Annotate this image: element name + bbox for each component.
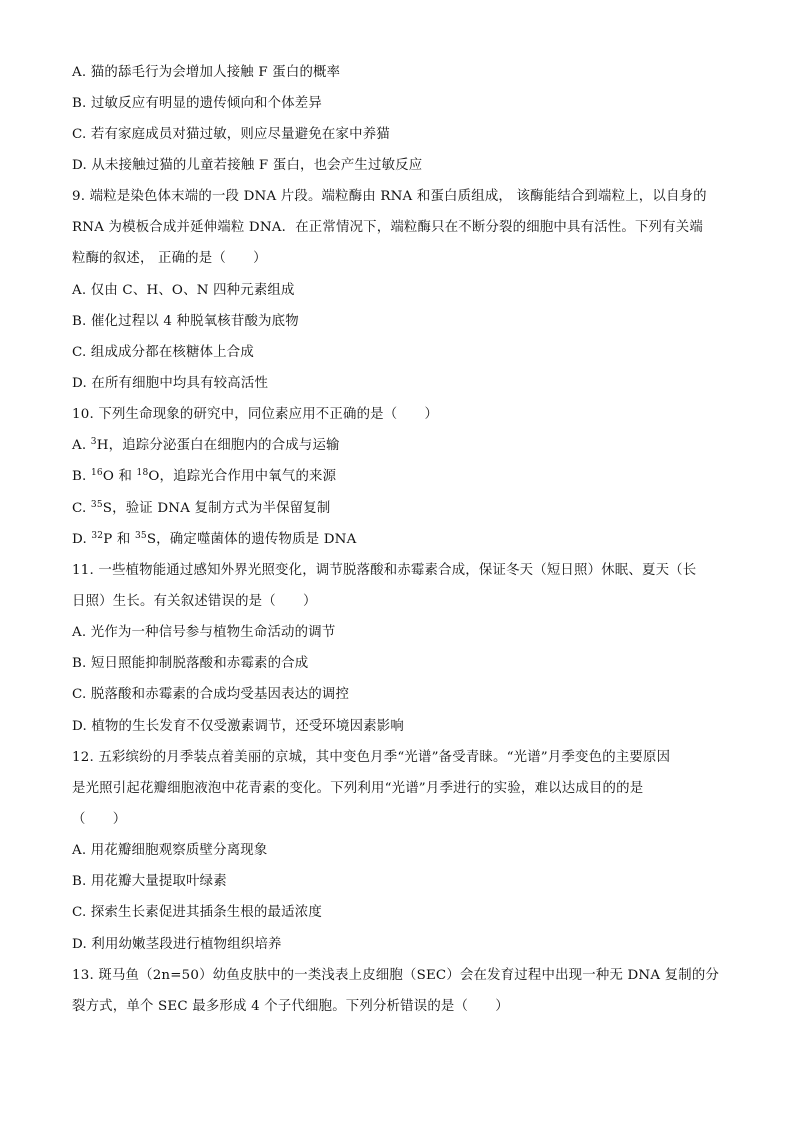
q10-option-d: D. $^{32}$P 和 $^{35}$S，确定噬菌体的遗传物质是 DNA: [72, 531, 357, 547]
q11-option-c: C. 脱落酸和赤霉素的合成均受基因表达的调控: [72, 687, 350, 702]
q9-option-a: A. 仅由 C、H、O、N 四种元素组成: [72, 283, 295, 298]
q12-option-b: B. 用花瓣大量提取叶绿素: [72, 874, 227, 889]
q9-stem-line-3: 粒酶的叙述， 正确的是（ ）: [72, 251, 267, 266]
q12-option-c: C. 探索生长素促进其插条生根的最适浓度: [72, 905, 322, 920]
q12-option-d: D. 利用幼嫩茎段进行植物组织培养: [72, 937, 282, 952]
q13-stem-line-1: 13. 斑马鱼（2n=50）幼鱼皮肤中的一类浅表上皮细胞（SEC）会在发育过程中出现一种无 DNA 复制的分: [72, 968, 720, 983]
q11-stem-line-1: 11. 一些植物能通过感知外界光照变化，调节脱落酸和赤霉素合成，保证冬天（短日照）休眠、夏天（长: [72, 563, 697, 578]
q12-option-a: A. 用花瓣细胞观察质壁分离现象: [72, 843, 268, 858]
q10-option-c: C. $^{35}$S，验证 DNA 复制方式为半保留复制: [72, 500, 331, 516]
q8-option-d: D. 从未接触过猫的儿童若接触 F 蛋白，也会产生过敏反应: [72, 158, 423, 173]
q11-option-b: B. 短日照能抑制脱落酸和赤霉素的合成: [72, 656, 309, 671]
q12-stem-line-3: （ ）: [72, 812, 127, 827]
q10-option-b: B. $^{16}$O 和 $^{18}$O，追踪光合作用中氧气的来源: [72, 468, 337, 484]
q8-option-b: B. 过敏反应有明显的遗传倾向和个体差异: [72, 96, 322, 111]
q12-stem-line-2: 是光照引起花瓣细胞液泡中花青素的变化。下列利用“光谱”月季进行的实验，难以达成目的的是: [72, 781, 644, 796]
q11-stem-line-2: 日照）生长。有关叙述错误的是（ ）: [72, 594, 317, 609]
q11-option-a: A. 光作为一种信号参与植物生命活动的调节: [72, 625, 336, 640]
q10-option-a: A. $^3$H，追踪分泌蛋白在细胞内的合成与运输: [72, 437, 340, 453]
q11-option-d: D. 植物的生长发育不仅受激素调节，还受环境因素影响: [72, 719, 404, 734]
q13-stem-line-2: 裂方式，单个 SEC 最多形成 4 个子代细胞。下列分析错误的是（ ）: [72, 999, 509, 1014]
q9-stem-line-1: 9. 端粒是染色体末端的一段 DNA 片段。端粒酶由 RNA 和蛋白质组成， 该酶能结合到端粒上，以自身的: [72, 189, 707, 204]
q8-option-a: A. 猫的舔毛行为会增加人接触 F 蛋白的概率: [72, 65, 341, 80]
q9-option-b: B. 催化过程以 4 种脱氧核苷酸为底物: [72, 314, 299, 329]
q8-option-c: C. 若有家庭成员对猫过敏，则应尽量避免在家中养猫: [72, 127, 390, 142]
q9-option-c: C. 组成成分都在核糖体上合成: [72, 345, 254, 360]
q10-stem: 10. 下列生命现象的研究中，同位素应用不正确的是（ ）: [72, 407, 439, 422]
q9-option-d: D. 在所有细胞中均具有较高活性: [72, 376, 269, 391]
q9-stem-line-2: RNA 为模板合成并延伸端粒 DNA．在正常情况下，端粒酶只在不断分裂的细胞中具有活性。下列有关端: [72, 220, 703, 235]
q12-stem-line-1: 12. 五彩缤纷的月季装点着美丽的京城，其中变色月季“光谱”备受青睐。“光谱”月季变色的主要原因: [72, 750, 671, 765]
